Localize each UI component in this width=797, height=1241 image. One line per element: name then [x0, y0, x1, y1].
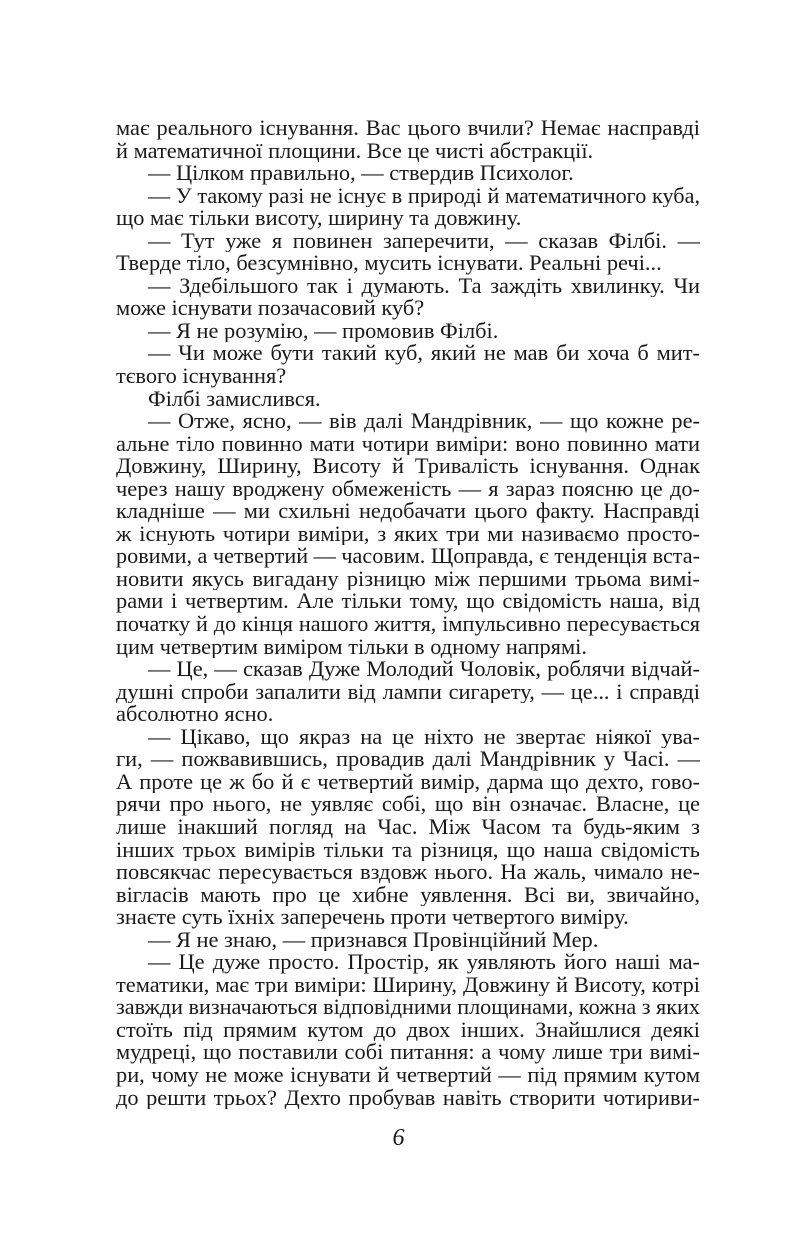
text-line: — Тут уже я повинен заперечити, — сказав Філбі. — — [148, 229, 700, 253]
text-line: тематики, має три виміри: Ширину, Довжину й Висоту, котрі — [116, 973, 700, 997]
text-line: що має тільки висоту, ширину та довжину. — [116, 207, 522, 230]
text-line: тєвого існування? — [116, 365, 287, 388]
text-line: має реального існування. Вас цього вчили? Немає насправді — [116, 117, 700, 140]
text-line: — Чи може бути такий куб, який не мав би хоча б мит- — [148, 342, 700, 366]
body-text — [116, 117, 700, 1109]
text-line: до решти трьох? Дехто пробував навіть створити чотириви- — [116, 1086, 700, 1110]
text-line: Довжину, Ширину, Висоту й Тривалість існування. Однак — [116, 455, 700, 478]
text-line: — Я не розумію, — промовив Філбі. — [148, 319, 499, 343]
text-line: ри, чому не може існувати й четвертий — під прямим кутом — [116, 1063, 700, 1087]
text-line: Тверде тіло, безсумнівно, мусить існувати. Реальні речі... — [116, 252, 662, 275]
text-line: — Це дуже просто. Простір, як уявляють його наші ма- — [148, 951, 700, 974]
text-line: завжди визначаються відповідними площинами, кожна з яких — [116, 996, 700, 1019]
text-line: кладніше — ми схильні недобачати цього факту. Насправді — [116, 500, 700, 523]
text-line: повсякчас пересувається вздовж нього. На жаль, чимало не- — [116, 861, 700, 884]
text-line: душні спроби запалити від лампи сигарету, — це... і справді — [116, 680, 700, 704]
text-line: через нашу вроджену обмеженість — я зараз поясню це до- — [116, 477, 700, 501]
text-line: — Цікаво, що якраз на це ніхто не звертає ніякої ува- — [148, 725, 700, 749]
text-line: рами і четвертим. Але тільки тому, що свідомість наша, від — [116, 590, 700, 614]
text-line: вігласів мають про це хибне уявлення. Всі ви, звичайно, — [116, 883, 700, 907]
text-line: абсолютно ясно. — [116, 703, 274, 726]
text-line: — Отже, ясно, — вів далі Мандрівник, — що кожне ре- — [148, 410, 700, 433]
text-line: Філбі замислився. — [148, 387, 321, 411]
text-line: альне тіло повинно мати чотири виміри: воно повинно мати — [116, 432, 700, 456]
text-line: цим четвертим виміром тільки в одному напрямі. — [116, 635, 587, 659]
text-line: початку й до кінця нашого життя, імпульсивно пересувається — [116, 613, 700, 636]
text-line: лише інакший погляд на Час. Між Часом та будь-яким з — [116, 815, 700, 839]
text-line: рячи про нього, не уявляє собі, що він означає. Власне, це — [116, 793, 700, 816]
page-number: 6 — [392, 1125, 405, 1151]
text-line: — Здебільшого так і думають. Та заждіть хвилинку. Чи — [148, 274, 700, 298]
text-line: — Цілком правильно, — ствердив Психолог. — [148, 162, 574, 185]
text-line: ги, — пожвавившись, провадив далі Мандрівник у Часі. — — [116, 748, 700, 771]
text-line: й математичної площини. Все це чисті абстракції. — [116, 139, 594, 163]
text-line: А проте це ж бо й є четвертий вимір, дарма що дехто, гово- — [116, 770, 700, 794]
text-line: стоїть під прямим кутом до двох інших. Знайшлися деякі — [116, 1018, 700, 1042]
text-line: — Це, — сказав Дуже Молодий Чоловік, роблячи відчай- — [148, 658, 700, 681]
text-line: мудреці, що поставили собі питання: а чому лише три вимі- — [116, 1041, 700, 1064]
text-line: — У такому разі не існує в природі й математичного куба, — [148, 184, 700, 208]
text-line: може існувати позачасовий куб? — [116, 297, 425, 320]
text-line: — Я не знаю, — признався Провінційний Мер. — [148, 928, 599, 952]
text-line: ж існують чотири виміри, з яких три ми називаємо просто- — [116, 522, 700, 546]
text-line: знаєте суть їхніх заперечень проти четвертого виміру. — [116, 906, 629, 929]
text-line: ровими, а четвертий — часовим. Щоправда, є тенденція вста- — [116, 545, 700, 568]
text-line: новити якусь вигадану різницю між першими трьома вимі- — [116, 567, 700, 591]
text-line: інших трьох вимірів тільки та різниця, що наша свідомість — [116, 838, 700, 862]
